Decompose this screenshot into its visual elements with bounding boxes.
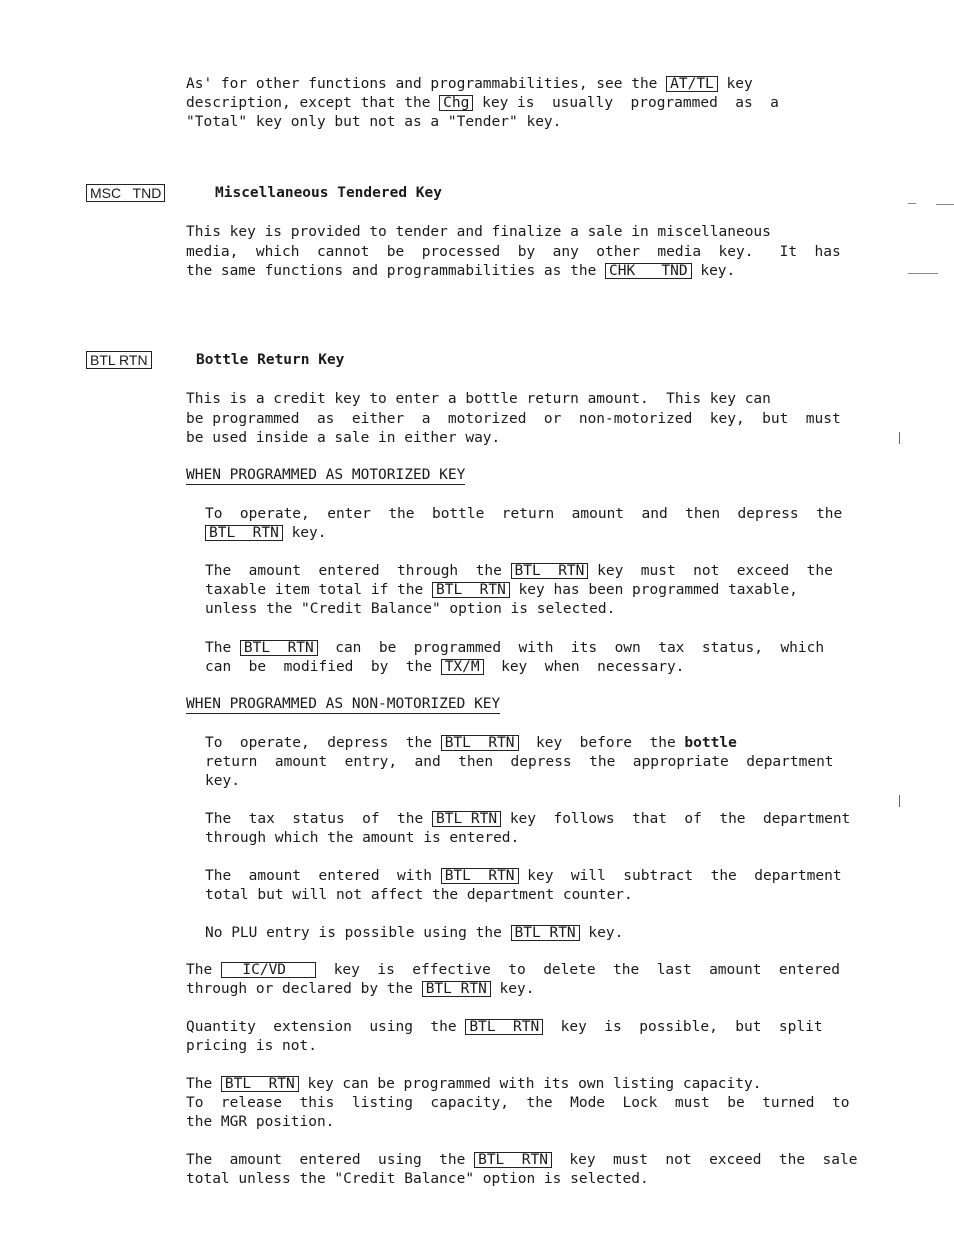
btl-rtn-key-label: BTL RTN: [432, 582, 510, 598]
nonmotorized-heading: WHEN PROGRAMMED AS NON-MOTORIZED KEY: [186, 696, 501, 712]
btl-rtn-key-label: BTL RTN: [474, 1152, 552, 1168]
nm-p2-line-1: The tax status of the BTL RTN key follows that of the department: [205, 811, 851, 827]
gen-p2-line-2: pricing is not.: [186, 1038, 317, 1054]
mot-p2-line-3: unless the "Credit Balance" option is selected.: [205, 601, 616, 617]
gen-p3-line-1: The BTL RTN key can be programmed with its own listing capacity.: [186, 1076, 762, 1092]
btl-rtn-key-label: BTL RTN: [511, 563, 589, 579]
gen-p1-line-1: The IC/VD key is effective to delete the last amount entered: [186, 962, 841, 978]
gen-p4-line-1: The amount entered using the BTL RTN key must not exceed the sale: [186, 1152, 858, 1168]
margin-mark: [936, 204, 954, 205]
mot-p2-line-2: taxable item total if the BTL RTN key has been programmed taxable,: [205, 582, 798, 598]
gen-p4-line-2: total unless the "Credit Balance" option is selected.: [186, 1171, 649, 1187]
msc-section-title: Miscellaneous Tendered Key: [215, 185, 442, 201]
nm-p4-line: No PLU entry is possible using the BTL RTN key.: [205, 925, 624, 941]
btl-rtn-key-box: BTL RTN: [86, 351, 152, 369]
gen-p3-line-2: To release this listing capacity, the Mode Lock must be turned to: [186, 1095, 850, 1111]
nm-p1-line-2: return amount entry, and then depress the appropriate department: [205, 754, 834, 770]
motorized-heading: WHEN PROGRAMMED AS MOTORIZED KEY: [186, 467, 466, 483]
nm-p1-line-1: To operate, depress the BTL RTN key before the bottle: [205, 735, 737, 751]
msc-line-2: media, which cannot be processed by any other media key. It has: [186, 244, 841, 260]
btl-rtn-key-label: BTL RTN: [205, 525, 283, 541]
at-tl-key-label: AT/TL: [666, 76, 718, 92]
mot-p1-line-2: BTL RTN key.: [205, 524, 327, 543]
btl-line-3: be used inside a sale in either way.: [186, 430, 501, 446]
nm-p2-line-2: through which the amount is entered.: [205, 830, 520, 846]
btl-rtn-key-label: BTL RTN: [441, 868, 519, 884]
chg-key-label: Chg: [439, 95, 473, 111]
msc-tnd-key-box: MSC TND: [86, 184, 165, 202]
intro-line-1: As' for other functions and programmabilities, see the AT/TL key: [186, 76, 753, 92]
mot-p3-line-2: can be modified by the TX/M key when necessary.: [205, 659, 685, 675]
btl-rtn-key-label: BTL RTN: [240, 640, 318, 656]
msc-line-1: This key is provided to tender and finalize a sale in miscellaneous: [186, 224, 771, 240]
btl-rtn-key-label: BTL RTN: [465, 1019, 543, 1035]
gen-p1-line-2: through or declared by the BTL RTN key.: [186, 981, 535, 997]
msc-line-3: the same functions and programmabilities as the CHK TND key.: [186, 263, 736, 279]
nm-p1-line-3: key.: [205, 773, 240, 789]
btl-rtn-key-label: BTL RTN: [422, 981, 491, 997]
tx-m-key-label: TX/M: [441, 659, 484, 675]
btl-section-title: Bottle Return Key: [196, 352, 345, 368]
btl-rtn-key-label: BTL RTN: [432, 811, 501, 827]
intro-line-2: description, except that the Chg key is usually programmed as a: [186, 95, 779, 111]
nm-p3-line-2: total but will not affect the department counter.: [205, 887, 633, 903]
margin-mark: [899, 432, 900, 444]
margin-mark: [899, 795, 900, 807]
chk-tnd-key-label: CHK TND: [605, 263, 692, 279]
nm-p3-line-1: The amount entered with BTL RTN key will subtract the department: [205, 868, 842, 884]
mot-p2-line-1: The amount entered through the BTL RTN key must not exceed the: [205, 563, 833, 579]
intro-line-3: "Total" key only but not as a "Tender" key.: [186, 114, 562, 130]
btl-rtn-key-label: BTL RTN: [511, 925, 580, 941]
ic-vd-key-label: IC/VD: [221, 962, 316, 978]
margin-mark: [908, 203, 916, 204]
mot-p1-line-1: To operate, enter the bottle return amount and then depress the: [205, 506, 843, 522]
btl-line-1: This is a credit key to enter a bottle return amount. This key can: [186, 391, 771, 407]
btl-line-2: be programmed as either a motorized or non-motorized key, but must: [186, 411, 841, 427]
gen-p3-line-3: the MGR position.: [186, 1114, 335, 1130]
btl-rtn-key-label: BTL RTN: [221, 1076, 299, 1092]
mot-p3-line-1: The BTL RTN can be programmed with its own tax status, which: [205, 640, 825, 656]
margin-mark: [908, 273, 938, 274]
btl-rtn-key-label: BTL RTN: [441, 735, 519, 751]
gen-p2-line-1: Quantity extension using the BTL RTN key is possible, but split: [186, 1019, 823, 1035]
